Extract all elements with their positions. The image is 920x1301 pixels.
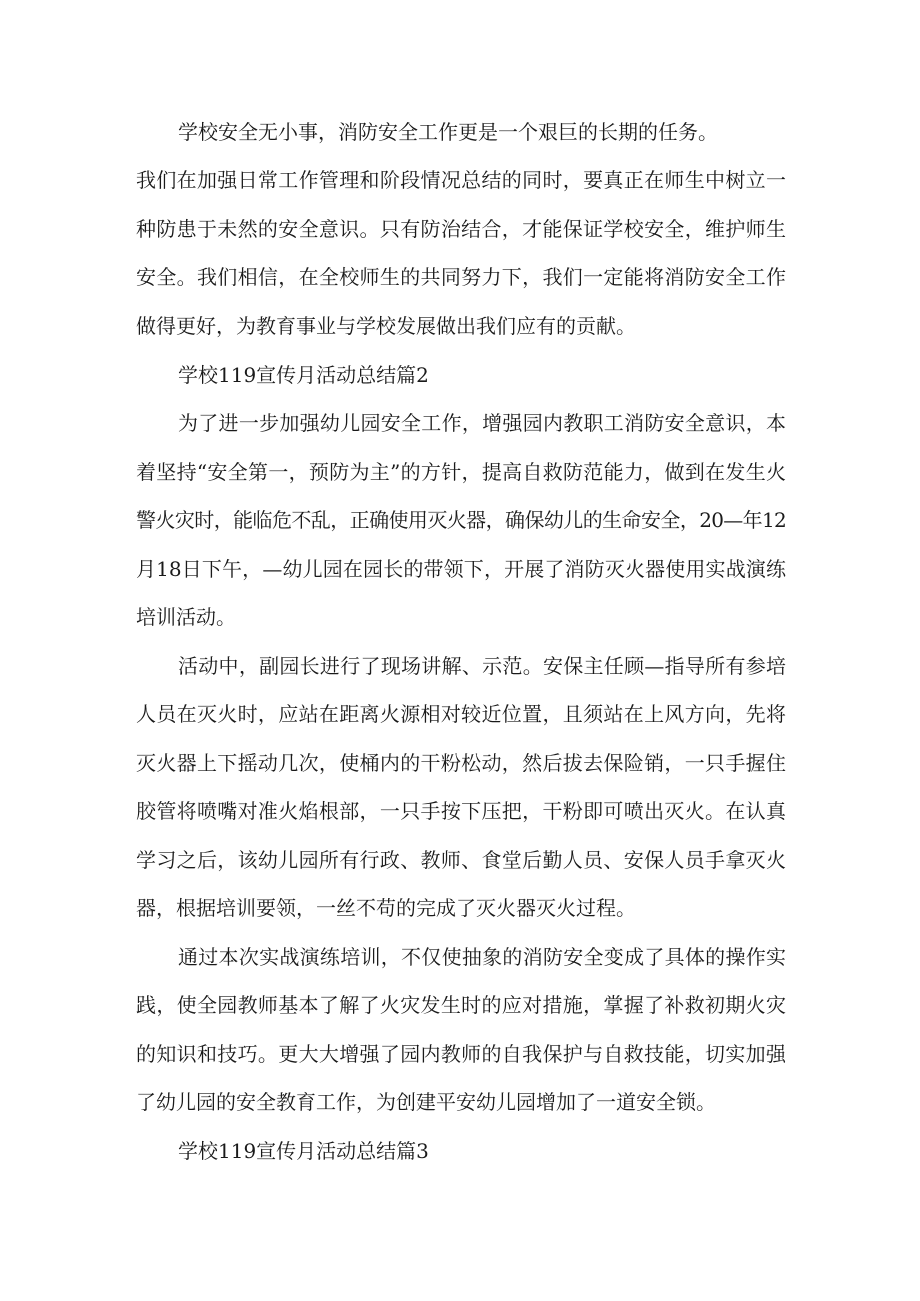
paragraph-2-line-3: 警火灾时，能临危不乱，正确使用灭火器，确保幼儿的生命安全，20—年12 <box>136 508 786 532</box>
paragraph-4-line-4: 了幼儿园的安全教育工作，为创建平安幼儿园增加了一道安全锁。 <box>136 1090 716 1114</box>
paragraph-4-line-3: 的知识和技巧。更大大增强了园内教师的自我保护与自救技能，切实加强 <box>136 1042 786 1066</box>
paragraph-1-line-2: 我们在加强日常工作管理和阶段情况总结的同时，要真正在师生中树立一 <box>136 168 786 192</box>
paragraph-2-line-5: 培训活动。 <box>136 605 236 629</box>
paragraph-1-line-4: 安全。我们相信，在全校师生的共同努力下，我们一定能将消防安全工作 <box>136 265 786 289</box>
paragraph-3-line-3: 灭火器上下摇动几次，使桶内的干粉松动，然后拔去保险销，一只手握住 <box>136 751 786 775</box>
paragraph-3-line-6: 器，根据培训要领，一丝不苟的完成了灭火器灭火过程。 <box>136 896 636 920</box>
paragraph-3-line-2: 人员在灭火时，应站在距离火源相对较近位置，且须站在上风方向，先将 <box>136 702 786 726</box>
paragraph-4-line-1: 通过本次实战演练培训，不仅使抽象的消防安全变成了具体的操作实 <box>178 945 786 969</box>
paragraph-2-line-4: 月18日下午，—幼儿园在园长的带领下，开展了消防灭火器使用实战演练 <box>136 557 786 581</box>
section-heading-2: 学校119宣传月活动总结篇2 <box>178 363 429 387</box>
section-heading-3: 学校119宣传月活动总结篇3 <box>178 1139 429 1163</box>
paragraph-2-line-2: 着坚持“安全第一，预防为主”的方针，提高自救防范能力，做到在发生火 <box>136 460 786 484</box>
paragraph-1-line-3: 种防患于未然的安全意识。只有防治结合，才能保证学校安全，维护师生 <box>136 217 786 241</box>
paragraph-3-line-4: 胶管将喷嘴对准火焰根部，一只手按下压把，干粉即可喷出灭火。在认真 <box>136 799 786 823</box>
paragraph-4-line-2: 践，使全园教师基本了解了火灾发生时的应对措施，掌握了补救初期火灾 <box>136 993 786 1017</box>
paragraph-3-line-1: 活动中，副园长进行了现场讲解、示范。安保主任顾—指导所有参培 <box>178 654 786 678</box>
paragraph-3-line-5: 学习之后，该幼儿园所有行政、教师、食堂后勤人员、安保人员手拿灭火 <box>136 848 786 872</box>
paragraph-1-line-5: 做得更好，为教育事业与学校发展做出我们应有的贡献。 <box>136 314 636 338</box>
paragraph-2-line-1: 为了进一步加强幼儿园安全工作，增强园内教职工消防安全意识，本 <box>178 411 786 435</box>
paragraph-1-line-1: 学校安全无小事，消防安全工作更是一个艰巨的长期的任务。 <box>178 120 718 144</box>
